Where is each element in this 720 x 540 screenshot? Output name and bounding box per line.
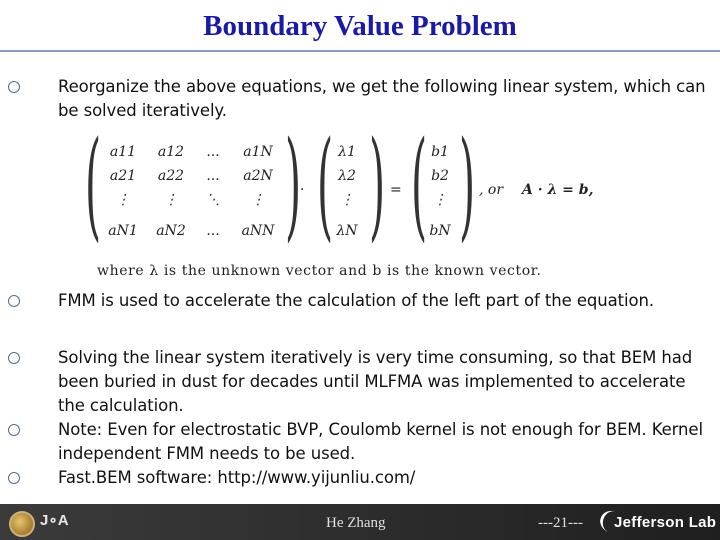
matrix-cell: aN1: [108, 223, 138, 239]
bullet-circle-icon: [8, 352, 20, 364]
paren-left-icon: (: [317, 115, 334, 253]
jefferson-lab-logo: Jefferson Lab: [614, 514, 717, 531]
matrix-cell: ...: [206, 144, 220, 160]
matrix-cell: a21: [109, 168, 137, 184]
slide-title: Boundary Value Problem: [203, 10, 517, 42]
title-bar: [0, 0, 720, 52]
matrix-cell: ...: [206, 223, 220, 239]
bullet-text: Fast.BEM software: http://www.yijunliu.com/: [58, 468, 416, 487]
presenter-name: He Zhang: [326, 515, 386, 531]
bullet-item: [8, 346, 708, 418]
paren-left-icon: (: [85, 115, 102, 253]
vector-cell: λ2: [338, 168, 356, 184]
matrix-cell: ⋮: [164, 192, 178, 208]
dot-operator: ·: [300, 182, 305, 198]
bullet-circle-icon: [8, 81, 20, 93]
matrix-cell: aN2: [156, 223, 186, 239]
jsa-logo-icon: J∘A: [40, 512, 69, 529]
matrix-cell: ...: [206, 168, 220, 184]
equation-caption: where λ is the unknown vector and b is the known vector.: [97, 263, 542, 278]
vector-cell: λN: [336, 223, 358, 239]
compact-equation: A · λ = b,: [522, 182, 594, 198]
bullet-text: Note: Even for electrostatic BVP, Coulomb kernel is not enough for BEM. Kernel independent FMM needs to be used.: [58, 420, 703, 463]
page-number: ---21---: [538, 515, 583, 531]
matrix-cell: a2N: [243, 168, 273, 184]
vector-cell: λ1: [338, 144, 356, 160]
vector-cell: bN: [429, 223, 451, 239]
matrix-cell: ⋮: [251, 192, 265, 208]
bullet-text: FMM is used to accelerate the calculation of the left part of the equation.: [58, 291, 654, 310]
matrix-cell: a1N: [243, 144, 273, 160]
bullet-item: [8, 418, 708, 466]
matrix-cell: a11: [109, 144, 137, 160]
matrix-cell: ⋱: [206, 192, 220, 208]
linear-system-equation: [85, 115, 645, 253]
matrix-cell: a22: [157, 168, 185, 184]
paren-right-icon: ): [459, 115, 476, 253]
bullet-item: [8, 466, 708, 490]
vector-cell: b1: [431, 144, 449, 160]
bullet-circle-icon: [8, 424, 20, 436]
or-text: , or: [479, 182, 504, 198]
bullet-circle-icon: [8, 472, 20, 484]
equals-sign: =: [390, 182, 402, 198]
paren-right-icon: ): [285, 115, 302, 253]
vector-cell: ⋮: [433, 192, 447, 208]
matrix-cell: ⋮: [116, 192, 130, 208]
paren-left-icon: (: [411, 115, 428, 253]
paren-right-icon: ): [369, 115, 386, 253]
vector-cell: ⋮: [340, 192, 354, 208]
vector-cell: b2: [431, 168, 449, 184]
matrix-cell: aNN: [241, 223, 275, 239]
bullet-item: [8, 75, 708, 123]
bullet-item: [8, 289, 708, 313]
matrix-cell: a12: [157, 144, 185, 160]
title-divider: [0, 50, 720, 52]
bullet-circle-icon: [8, 295, 20, 307]
bullet-text: Solving the linear system iteratively is very time consuming, so that BEM had been buried in dust for decades until MLFMA was implemented to accelerate the calculation.: [58, 348, 693, 415]
bullet-text: Reorganize the above equations, we get the following linear system, which can be solved iteratively.: [58, 77, 706, 120]
doe-seal-icon: [9, 511, 35, 537]
